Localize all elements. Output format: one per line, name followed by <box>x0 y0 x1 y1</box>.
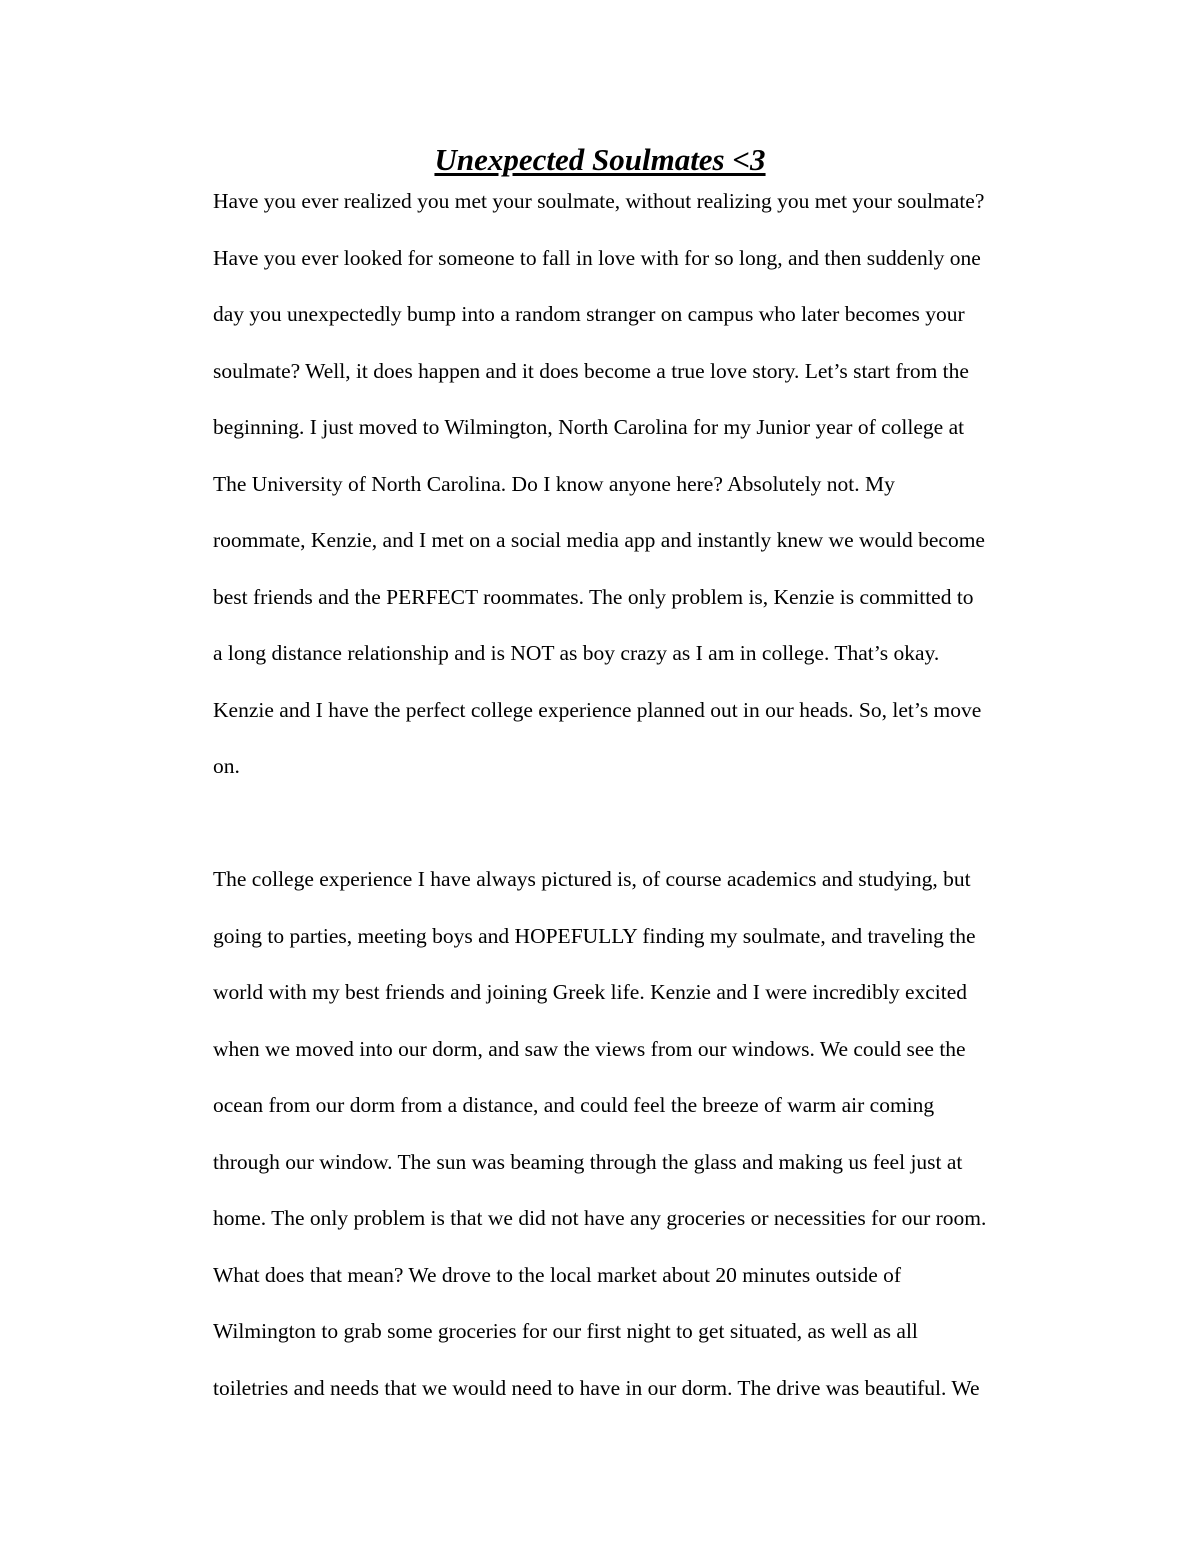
text-line: going to parties, meeting boys and HOPEFULLY finding my soulmate, and traveling the <box>213 924 976 948</box>
text-line: toiletries and needs that we would need to have in our dorm. The drive was beautiful. We <box>213 1376 980 1400</box>
text-line: on. <box>213 754 240 778</box>
text-line: ocean from our dorm from a distance, and could feel the breeze of warm air coming <box>213 1093 935 1117</box>
document-title: Unexpected Soulmates <3 <box>434 142 766 177</box>
text-line: The University of North Carolina. Do I know anyone here? Absolutely not. My <box>213 472 895 496</box>
text-line: roommate, Kenzie, and I met on a social media app and instantly knew we would become <box>213 528 985 552</box>
text-line: when we moved into our dorm, and saw the views from our windows. We could see the <box>213 1037 966 1061</box>
text-line: The college experience I have always pictured is, of course academics and studying, but <box>213 867 971 891</box>
text-line: world with my best friends and joining Greek life. Kenzie and I were incredibly excited <box>213 980 968 1004</box>
text-line: best friends and the PERFECT roommates. The only problem is, Kenzie is committed to <box>213 585 974 609</box>
text-line: Kenzie and I have the perfect college experience planned out in our heads. So, let’s move <box>213 698 982 722</box>
text-line: What does that mean? We drove to the local market about 20 minutes outside of <box>213 1263 902 1287</box>
text-line: day you unexpectedly bump into a random stranger on campus who later becomes your <box>213 302 965 326</box>
text-line: Wilmington to grab some groceries for our first night to get situated, as well as all <box>213 1319 918 1343</box>
text-line: home. The only problem is that we did not have any groceries or necessities for our room. <box>213 1206 987 1230</box>
text-line: Have you ever looked for someone to fall in love with for so long, and then suddenly one <box>213 246 981 270</box>
text-line: beginning. I just moved to Wilmington, North Carolina for my Junior year of college at <box>213 415 965 439</box>
text-line: soulmate? Well, it does happen and it does become a true love story. Let’s start from the <box>213 359 969 383</box>
text-line: a long distance relationship and is NOT as boy crazy as I am in college. That’s okay. <box>213 641 940 665</box>
text-line: through our window. The sun was beaming through the glass and making us feel just at <box>213 1150 963 1174</box>
text-line: Have you ever realized you met your soulmate, without realizing you met your soulmate? <box>213 189 985 213</box>
